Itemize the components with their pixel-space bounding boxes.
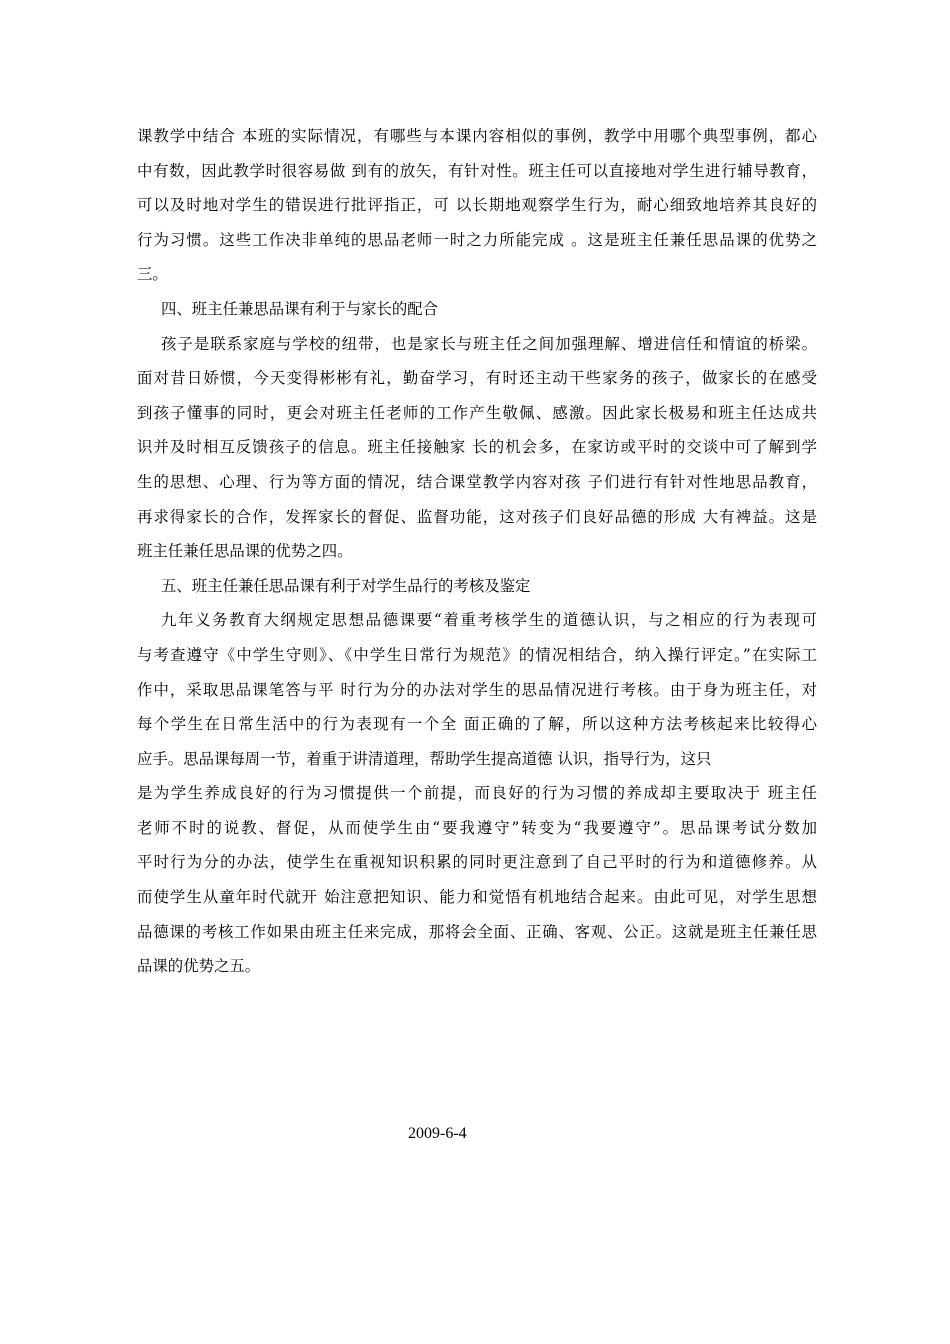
text-line: 到孩子懂事的同时，更会对班主任老师的工作产生敬佩、感激。因此家长极易和班主任达成共 [137, 403, 817, 422]
text-line: 再求得家长的合作，发挥家长的督促、监督功能，这对孩子们良好品德的形成 大有裨益。这是 [137, 507, 817, 526]
document-date: 2009-6-4 [408, 1125, 467, 1142]
document-body [137, 119, 817, 984]
text-line: 四、班主任兼思品课有利于与家长的配合 [161, 299, 439, 318]
text-line: 生的思想、心理、行为等方面的情况，结合课堂教学内容对孩 子们进行有针对性地思品教育， [137, 472, 817, 491]
text-line: 五、班主任兼任思品课有利于对学生品行的考核及鉴定 [161, 576, 531, 595]
text-line: 班主任兼任思品课的优势之四。 [137, 542, 353, 561]
text-line: 品课的优势之五。 [137, 957, 261, 976]
text-line: 与考查遵守《中学生守则》、《中学生日常行为规范》的情况相结合，纳入操行评定。”在实际工 [137, 645, 817, 664]
text-line: 而使学生从童年时代就开 始注意把知识、能力和觉悟有机地结合起来。由此可见，对学生思想 [137, 888, 817, 907]
text-line: 课教学中结合 本班的实际情况，有哪些与本课内容相似的事例，教学中用哪个典型事例，都心 [137, 127, 817, 145]
text-line: 九年义务教育大纲规定思想品德课要“着重考核学生的道德认识，与之相应的行为表现可 [161, 611, 817, 630]
text-line: 应手。思品课每周一节，着重于讲清道理，帮助学生提高道德 认识，指导行为，这只 [137, 749, 712, 768]
text-line: 三。 [137, 265, 168, 284]
text-line: 老师不时的说教、督促，从而使学生由“要我遵守”转变为“我要遵守”。思品课考试分数加 [137, 818, 817, 837]
text-line: 识并及时相互反馈孩子的信息。班主任接触家 长的机会多，在家访或平时的交谈中可了解到学 [137, 438, 817, 457]
text-line: 品德课的考核工作如果由班主任来完成，那将会全面、正确、客观、公正。这就是班主任兼任思 [137, 922, 817, 941]
text-line: 作中，采取思品课笔答与平 时行为分的办法对学生的思品情况进行考核。由于身为班主任，对 [137, 680, 817, 699]
text-line: 中有数，因此教学时很容易做 到有的放矢，有针对性。班主任可以直接地对学生进行辅导教育， [137, 161, 817, 180]
text-line: 可以及时地对学生的错误进行批评指正，可 以长期地观察学生行为，耐心细致地培养其良好的 [137, 196, 817, 215]
text-line: 孩子是联系家庭与学校的纽带，也是家长与班主任之间加强理解、增进信任和情谊的桥梁。 [161, 334, 817, 353]
text-line: 平时行为分的办法，使学生在重视知识积累的同时更注意到了自己平时的行为和道德修养。从 [137, 853, 817, 872]
text-line: 每个学生在日常生活中的行为表现有一个全 面正确的了解，所以这种方法考核起来比较得心 [137, 715, 817, 734]
text-line: 面对昔日娇惯，今天变得彬彬有礼，勤奋学习，有时还主动干些家务的孩子，做家长的在感受 [137, 369, 817, 388]
text-line: 是为学生养成良好的行为习惯提供一个前提，而良好的行为习惯的养成却主要取决于 班主任 [137, 784, 817, 803]
text-line: 行为习惯。这些工作决非单纯的思品老师一时之力所能完成 。这是班主任兼任思品课的优势之 [137, 230, 817, 249]
